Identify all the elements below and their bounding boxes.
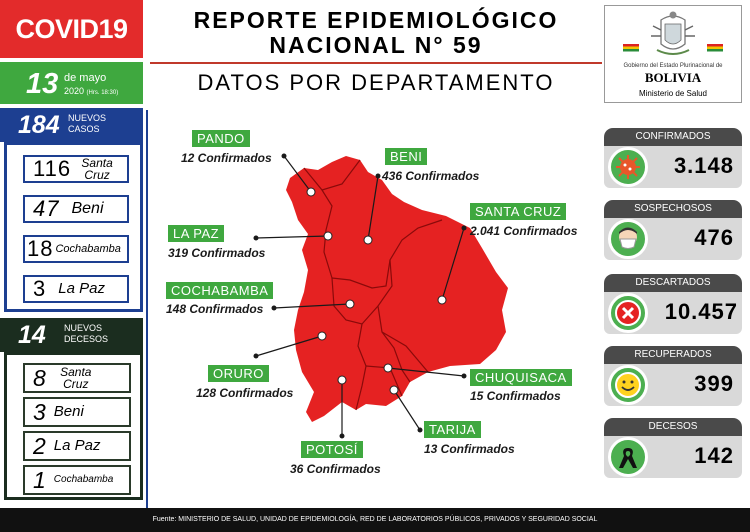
dept-confirmed-oruro: 128 Confirmados [196, 386, 294, 400]
case-count: 3 [33, 276, 47, 301]
dept-label-la-paz: LA PAZ [168, 225, 224, 242]
death-count: 3 [33, 398, 46, 425]
leader-dot [418, 428, 423, 433]
new-cases-total: 184 [18, 111, 60, 139]
new-deaths-label-1: NUEVOS [64, 323, 103, 333]
leader-dot [272, 306, 277, 311]
department-pin [346, 300, 354, 308]
death-count: 2 [33, 432, 46, 459]
death-dept: La Paz [53, 437, 101, 454]
new-cases-label-1: NUEVOS [68, 113, 107, 123]
stat-recovered [604, 346, 742, 406]
death-dept: Beni [53, 403, 84, 420]
date-year: 2020 [64, 86, 85, 96]
new-cases-label [68, 113, 106, 135]
case-dept: Cochabamba [55, 243, 121, 255]
list-item [23, 431, 131, 461]
death-dept: Santa Cruz [60, 365, 92, 391]
stat-deaths [604, 418, 742, 478]
dept-confirmed-cochabamba: 148 Confirmados [166, 302, 264, 316]
leader-dot [462, 226, 467, 231]
report-title-line-1: REPORTE EPIDEMIOLÓGICO [193, 7, 559, 33]
dept-label-tarija: TARIJA [424, 421, 481, 438]
leader-dot [462, 374, 467, 379]
ministry-logo [604, 5, 742, 103]
death-count: 8 [33, 364, 46, 391]
stat-label: SOSPECHOSOS [604, 200, 742, 218]
dept-label-cochabamba: COCHABAMBA [166, 282, 273, 299]
stat-body [604, 436, 742, 478]
stat-confirmed [604, 128, 742, 188]
leader-dot [254, 236, 259, 241]
department-pin [364, 236, 372, 244]
source-footer: Fuente: MINISTERIO DE SALUD, UNIDAD DE EPIDEMIOLOGÍA, RED DE LABORATORIOS PÚBLICOS, PRIVADOS Y SEGURIDAD SOCIAL [0, 508, 750, 532]
date-month: de mayo [64, 72, 107, 84]
list-item [23, 397, 131, 427]
list-item [23, 363, 131, 393]
stat-suspected [604, 200, 742, 260]
stat-value: 142 [694, 443, 734, 468]
list-item [23, 155, 129, 183]
stat-value: 3.148 [673, 153, 734, 178]
leader-dot [254, 354, 259, 359]
virus-icon [608, 147, 648, 187]
dept-confirmed-chuquisaca: 15 Confirmados [470, 389, 561, 403]
dept-label-potosi: POTOSÍ [301, 441, 363, 458]
dept-confirmed-la-paz: 319 Confirmados [168, 246, 266, 260]
report-title-line-2: NACIONAL N° 59 [269, 32, 483, 58]
date-day: 13 [26, 68, 59, 100]
stat-label: DECESOS [604, 418, 742, 436]
dept-confirmed-beni: 436 Confirmados [382, 169, 480, 183]
leader-dot [340, 434, 345, 439]
department-pin [390, 386, 398, 394]
report-title [150, 8, 602, 58]
stat-value: 399 [694, 371, 734, 396]
logo-ministry: Ministerio de Salud [638, 89, 708, 98]
department-pin [324, 232, 332, 240]
case-count: 18 [27, 236, 54, 261]
dept-label-beni: BENI [385, 148, 427, 165]
covid-tag: COVID19 [0, 0, 143, 58]
new-deaths-bar [0, 318, 143, 352]
leader-dot [376, 174, 381, 179]
stat-value: 10.457 [664, 299, 738, 324]
case-count: 47 [33, 196, 60, 221]
department-pin [307, 188, 315, 196]
list-item [23, 275, 129, 303]
stat-label: RECUPERADOS [604, 346, 742, 364]
list-item [23, 235, 129, 263]
stat-label: CONFIRMADOS [604, 128, 742, 146]
department-pin [318, 332, 326, 340]
stat-discarded [604, 274, 742, 334]
dept-label-pando: PANDO [192, 130, 250, 147]
stat-body [604, 292, 742, 334]
dept-confirmed-potosi: 36 Confirmados [290, 462, 381, 476]
stat-body [604, 146, 742, 188]
dept-confirmed-santa-cruz: 2.041 Confirmados [470, 224, 578, 238]
new-deaths-label [64, 323, 108, 345]
list-item [23, 195, 129, 223]
department-pin [384, 364, 392, 372]
dept-label-santa-cruz: SANTA CRUZ [470, 203, 566, 220]
dept-confirmed-tarija: 13 Confirmados [424, 442, 515, 456]
stat-body [604, 364, 742, 406]
stat-label: DESCARTADOS [604, 274, 742, 292]
date-year-hours [64, 86, 118, 96]
new-cases-list [4, 142, 143, 312]
header-divider [150, 62, 602, 64]
date-hours: (Hrs. 18:30) [86, 90, 119, 96]
death-dept: Cochabamba [53, 474, 114, 485]
leader-line [394, 390, 420, 430]
case-dept: Beni [71, 200, 104, 217]
stat-value: 476 [694, 225, 734, 250]
new-deaths-label-2: DECESOS [64, 334, 109, 344]
new-deaths-list [4, 352, 143, 500]
coat-of-arms-icon [605, 6, 741, 62]
case-count: 116 [33, 156, 72, 181]
logo-country: BOLIVIA [644, 70, 702, 85]
case-dept: La Paz [58, 280, 105, 297]
dept-confirmed-pando: 12 Confirmados [181, 151, 272, 165]
department-pin [338, 376, 346, 384]
department-pin [438, 296, 446, 304]
smile-icon [608, 365, 648, 405]
stat-body [604, 218, 742, 260]
report-subtitle: DATOS POR DEPARTAMENTO [197, 70, 555, 95]
mask-icon [608, 219, 648, 259]
case-dept: Santa Cruz [81, 156, 113, 182]
logo-government: Gobierno del Estado Plurinacional de [623, 63, 723, 69]
date-box [0, 62, 143, 104]
dept-label-chuquisaca: CHUQUISACA [470, 369, 572, 386]
new-cases-label-2: CASOS [68, 124, 100, 134]
list-item [23, 465, 131, 495]
dept-label-oruro: ORURO [208, 365, 269, 382]
new-deaths-total: 14 [18, 321, 46, 349]
new-cases-bar [0, 108, 143, 142]
death-count: 1 [33, 466, 46, 493]
leader-dot [282, 154, 287, 159]
cross-icon [608, 293, 648, 333]
ribbon-icon [608, 437, 648, 477]
